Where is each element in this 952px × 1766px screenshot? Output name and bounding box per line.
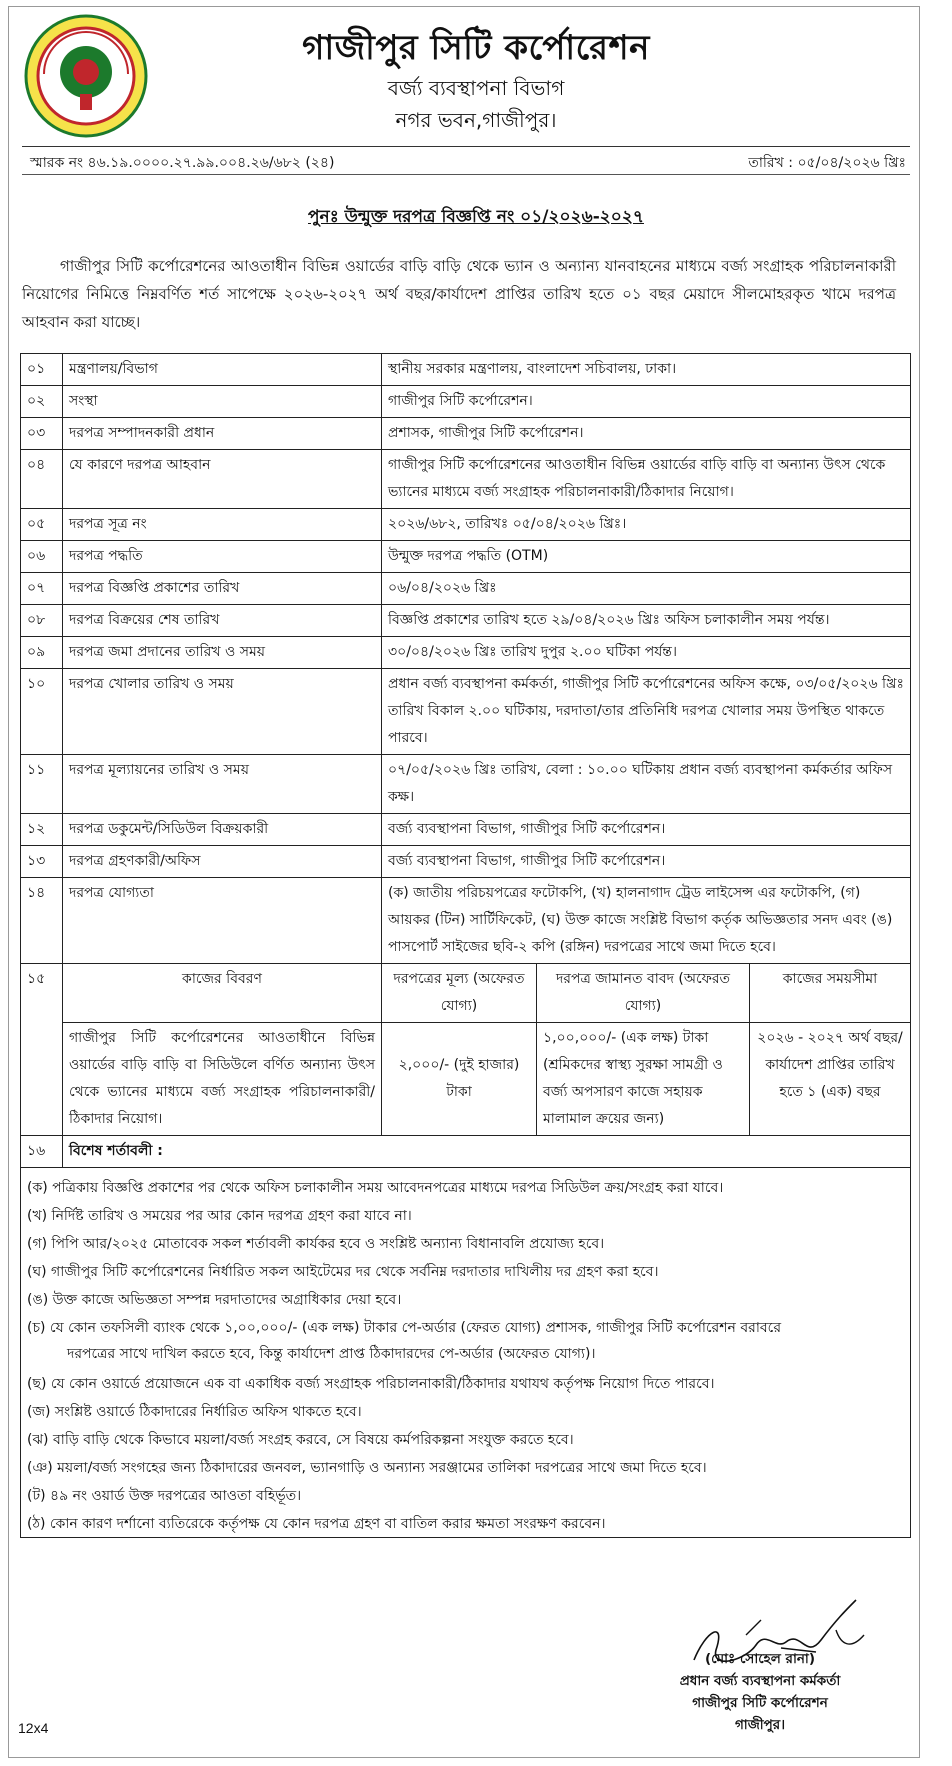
table-row [21,814,911,846]
special-header-row [21,1136,911,1168]
work-security: ১,০০,০০০/- (এক লক্ষ) টাকা (শ্রমিকদের স্বাস্থ্য সুরক্ষা সামগ্রী ও বর্জ্য অপসারণ কাজে সহায়ক মালামাল ক্রয়ের জন্য) [537,1023,750,1136]
row-label: মন্ত্রণালয়/বিভাগ [63,354,382,386]
row-number: ০১ [21,354,63,386]
memo-divider [22,174,910,175]
table-row [21,541,911,573]
row-number: ১২ [21,814,63,846]
row-value: প্রশাসক, গাজীপুর সিটি কর্পোরেশন। [382,418,911,450]
row-number: ১১ [21,755,63,814]
row-label: দরপত্র ডকুমেন্ট/সিডিউল বিক্রয়কারী [63,814,382,846]
table-row [21,573,911,605]
special-conditions-box [20,1168,911,1538]
table-row [21,386,911,418]
row-label: দরপত্র পদ্ধতি [63,541,382,573]
special-condition-item: (গ) পিপি আর/২০২৫ মোতাবেক সকল শর্তাবলী কার্যকর হবে ও সংশ্লিষ্ট অন্যান্য বিধানাবলি প্রযোজ্য হবে। [27,1236,605,1252]
special-condition-item: (ট) ৪৯ নং ওয়ার্ড উক্ত দরপত্রের আওতা বহির্ভূত। [27,1488,302,1504]
intro-paragraph: গাজীপুর সিটি কর্পোরেশনের আওতাধীন বিভিন্ন ওয়ার্ডের বাড়ি বাড়ি থেকে ভ্যান ও অন্যান্য যানবাহনের মাধ্যমে বর্জ্য সংগ্রাহক পরিচালনাকারী নিয়োগের নিমিত্তে নিম্নবর্ণিত শর্ত সাপেক্ষে ২০২৬-২০২৭ অর্থ বছর/কার্যাদেশ প্রাপ্তির তারিখ হতে ০১ বছর মেয়াদে সীলমোহরকৃত খামে দরপত্র আহবান করা যাচ্ছে। [22,257,896,331]
work-price: ২,০০০/- (দুই হাজার) টাকা [382,1023,537,1136]
work-description: গাজীপুর সিটি কর্পোরেশনের আওতাধীনে বিভিন্ন ওয়ার্ডের বাড়ি বাড়ি বা সিডিউলে বর্ণিত অন্যান্য উৎস থেকে ভ্যানের মাধ্যমে বর্জ্য সংগ্রাহক পরিচালনাকারী/ঠিকাদার নিয়োগ। [63,1023,382,1136]
row-number: ০৫ [21,509,63,541]
special-condition-item: (ক) পত্রিকায় বিজ্ঞপ্তি প্রকাশের পর থেকে অফিস চলাকালীন সময় আবেদনপত্রের মাধ্যমে দরপত্র সিডিউল ক্রয়/সংগ্রহ করা যাবে। [27,1180,724,1196]
footer-code: 12x4 [18,1720,49,1736]
row-number: ১৬ [21,1136,63,1168]
row-value: বর্জ্য ব্যবস্থাপনা বিভাগ, গাজীপুর সিটি কর্পোরেশন। [382,814,911,846]
work-desc-header: কাজের বিবরণ [63,964,382,1023]
special-condition-item: (ঠ) কোন কারণ দর্শানো ব্যতিরেকে কর্তৃপক্ষ যে কোন দরপত্র গ্রহণ বা বাতিল করার ক্ষমতা সংরক্ষণ করবেন। [27,1516,606,1532]
row-label: দরপত্র মূল্যায়নের তারিখ ও সময় [63,755,382,814]
row-number: ০২ [21,386,63,418]
row-number: ০৪ [21,450,63,509]
row-value: ০৭/০৫/২০২৬ খ্রিঃ তারিখ, বেলা : ১০.০০ ঘটিকায় প্রধান বর্জ্য ব্যবস্থাপনা কর্মকর্তার অফিস কক্ষ। [382,755,911,814]
notice-date: তারিখ : ০৫/০৪/২০২৬ খ্রিঃ [748,155,906,171]
table-row [21,354,911,386]
tender-details-table [20,353,911,1168]
row-number: ০৯ [21,637,63,669]
table-row [21,450,911,509]
work-header-row [21,964,911,1023]
table-row [21,669,911,755]
row-label: দরপত্র জমা প্রদানের তারিখ ও সময় [63,637,382,669]
row-label: দরপত্র খোলার তারিখ ও সময় [63,669,382,755]
row-number: ১৪ [21,878,63,964]
row-value: ৩০/০৪/২০২৬ খ্রিঃ তারিখ দুপুর ২.০০ ঘটিকা পর্যন্ত। [382,637,911,669]
special-condition-item: (খ) নির্দিষ্ট তারিখ ও সময়ের পর আর কোন দরপত্র গ্রহণ করা যাবে না। [27,1208,412,1224]
work-period-header: কাজের সময়সীমা [750,964,911,1023]
table-row [21,418,911,450]
special-condition-item: (ঘ) গাজীপুর সিটি কর্পোরেশনের নির্ধারিত সকল আইটেমের দর থেকে সর্বনিম্ন দরদাতার দাখিলীয় দর গ্রহণ করা হবে। [27,1264,659,1280]
special-condition-item: (জ) সংশ্লিষ্ট ওয়ার্ডে ঠিকাদারের নির্ধারিত অফিস থাকতে হবে। [27,1404,362,1420]
row-label: দরপত্র বিজ্ঞপ্তি প্রকাশের তারিখ [63,573,382,605]
row-number: ১৫ [21,964,63,1136]
table-row [21,509,911,541]
special-condition-item: (ছ) যে কোন ওয়ার্ডে প্রয়োজনে এক বা একাধিক বর্জ্য সংগ্রাহক পরিচালনাকারী/ঠিকাদার যথাযথ কর্তৃপক্ষ নিয়োগ দিতে পারবে। [27,1376,715,1392]
special-condition-item: (ঝ) বাড়ি বাড়ি থেকে কিভাবে ময়লা/বর্জ্য সংগ্রহ করবে, সে বিষয়ে কর্মপরিকল্পনা সংযুক্ত করতে হবে। [27,1432,574,1448]
row-value: প্রধান বর্জ্য ব্যবস্থাপনা কর্মকর্তা, গাজীপুর সিটি কর্পোরেশনের অফিস কক্ষে, ০৩/০৫/২০২৬ খ্রিঃ তারিখ বিকাল ২.০০ ঘটিকায়, দরদাতা/তার প্রতিনিধি দরপত্র খোলার সময় উপস্থিত থাকতে পারবে। [382,669,911,755]
signer-city: গাজীপুর। [734,1717,786,1733]
table-row [21,605,911,637]
row-value: ২০২৬/৬৮২, তারিখঃ ০৫/০৪/২০২৬ খ্রিঃ। [382,509,911,541]
table-row [21,755,911,814]
work-security-header: দরপত্র জামানত বাবদ (অফেরত যোগ্য) [537,964,750,1023]
row-value: গাজীপুর সিটি কর্পোরেশনের আওতাধীন বিভিন্ন ওয়ার্ডের বাড়ি বাড়ি বা অন্যান্য উৎস থেকে ভ্যানের মাধ্যমে বর্জ্য সংগ্রাহক পরিচালনাকারী/ঠিকাদার নিয়োগ। [382,450,911,509]
row-value: বিজ্ঞপ্তি প্রকাশের তারিখ হতে ২৯/০৪/২০২৬ খ্রিঃ অফিস চলাকালীন সময় পর্যন্ত। [382,605,911,637]
table-row [21,637,911,669]
row-number: ১০ [21,669,63,755]
row-number: ১৩ [21,846,63,878]
row-value: (ক) জাতীয় পরিচয়পত্রের ফটোকপি, (খ) হালনাগাদ ট্রেড লাইসেন্স এর ফটোকপি, (গ) আয়কর (টিন) সার্টিফিকেট, (ঘ) উক্ত কাজে সংশ্লিষ্ট বিভাগ কর্তৃক অভিজ্ঞতার সনদ এবং (ঙ) পাসপোর্ট সাইজের ছবি-২ কপি (রঙ্গিন) দরপত্রের সাথে জমা দিতে হবে। [382,878,911,964]
work-period: ২০২৬ - ২০২৭ অর্থ বছর/ কার্যাদেশ প্রাপ্তির তারিখ হতে ১ (এক) বছর [750,1023,911,1136]
row-number: ০৭ [21,573,63,605]
special-condition-item: (ঞ) ময়লা/বর্জ্য সংগহের জন্য ঠিকাদারের জনবল, ভ্যানগাড়ি ও অন্যান্য সরঞ্জামের তালিকা দরপত্রের সাথে জমা দিতে হবে। [27,1460,707,1476]
row-value: গাজীপুর সিটি কর্পোরেশন। [382,386,911,418]
org-title: গাজীপুর সিটি কর্পোরেশন [302,28,650,68]
row-number: ০৮ [21,605,63,637]
special-condition-item: দরপত্রের সাথে দাখিল করতে হবে, কিন্তু কার্যাদেশ প্রাপ্ত ঠিকাদারদের পে-অর্ডার (অফেরত যোগ্য)। [67,1346,596,1362]
row-number: ০৩ [21,418,63,450]
row-label: দরপত্র সম্পাদনকারী প্রধান [63,418,382,450]
row-label: দরপত্র গ্রহণকারী/অফিস [63,846,382,878]
table-row [21,846,911,878]
signer-organization: গাজীপুর সিটি কর্পোরেশন [692,1695,828,1711]
row-value: ০৬/০৪/২০২৬ খ্রিঃ [382,573,911,605]
table-row [21,878,911,964]
row-value: উন্মুক্ত দরপত্র পদ্ধতি (OTM) [382,541,911,573]
row-label: সংস্থা [63,386,382,418]
office-address: নগর ভবন,গাজীপুর। [395,108,557,132]
row-label: দরপত্র বিক্রয়ের শেষ তারিখ [63,605,382,637]
special-condition-item: (চ) যে কোন তফসিলী ব্যাংক থেকে ১,০০,০০০/- (এক লক্ষ) টাকার পে-অর্ডার (ফেরত যোগ্য) প্রশাসক, গাজীপুর সিটি কর্পোরেশন বরাবরে [27,1320,782,1336]
row-label: দরপত্র যোগ্যতা [63,878,382,964]
work-detail-row [21,1023,911,1136]
row-value: স্থানীয় সরকার মন্ত্রণালয়, বাংলাদেশ সচিবালয়, ঢাকা। [382,354,911,386]
work-price-header: দরপত্রের মূল্য (অফেরত যোগ্য) [382,964,537,1023]
row-number: ০৬ [21,541,63,573]
row-label: দরপত্র সূত্র নং [63,509,382,541]
department-name: বর্জ্য ব্যবস্থাপনা বিভাগ [387,76,565,100]
signer-name: (মোঃ সোহেল রানা) [704,1651,816,1667]
special-conditions-label: বিশেষ শর্তাবলী : [63,1136,911,1168]
signer-designation: প্রধান বর্জ্য ব্যবস্থাপনা কর্মকর্তা [679,1673,841,1689]
row-value: বর্জ্য ব্যবস্থাপনা বিভাগ, গাজীপুর সিটি কর্পোরেশন। [382,846,911,878]
special-condition-item: (ঙ) উক্ত কাজে অভিজ্ঞতা সম্পন্ন দরদাতাদের অগ্রাধিকার দেয়া হবে। [27,1292,402,1308]
header-divider [22,146,910,147]
row-label: যে কারণে দরপত্র আহবান [63,450,382,509]
memo-number: স্মারক নং ৪৬.১৯.০০০০.২৭.৯৯.০০৪.২৬/৬৮২ (২৪) [30,155,335,171]
notice-title: পুনঃ উন্মুক্ত দরপত্র বিজ্ঞপ্তি নং ০১/২০২৬-২০২৭ [308,207,644,227]
